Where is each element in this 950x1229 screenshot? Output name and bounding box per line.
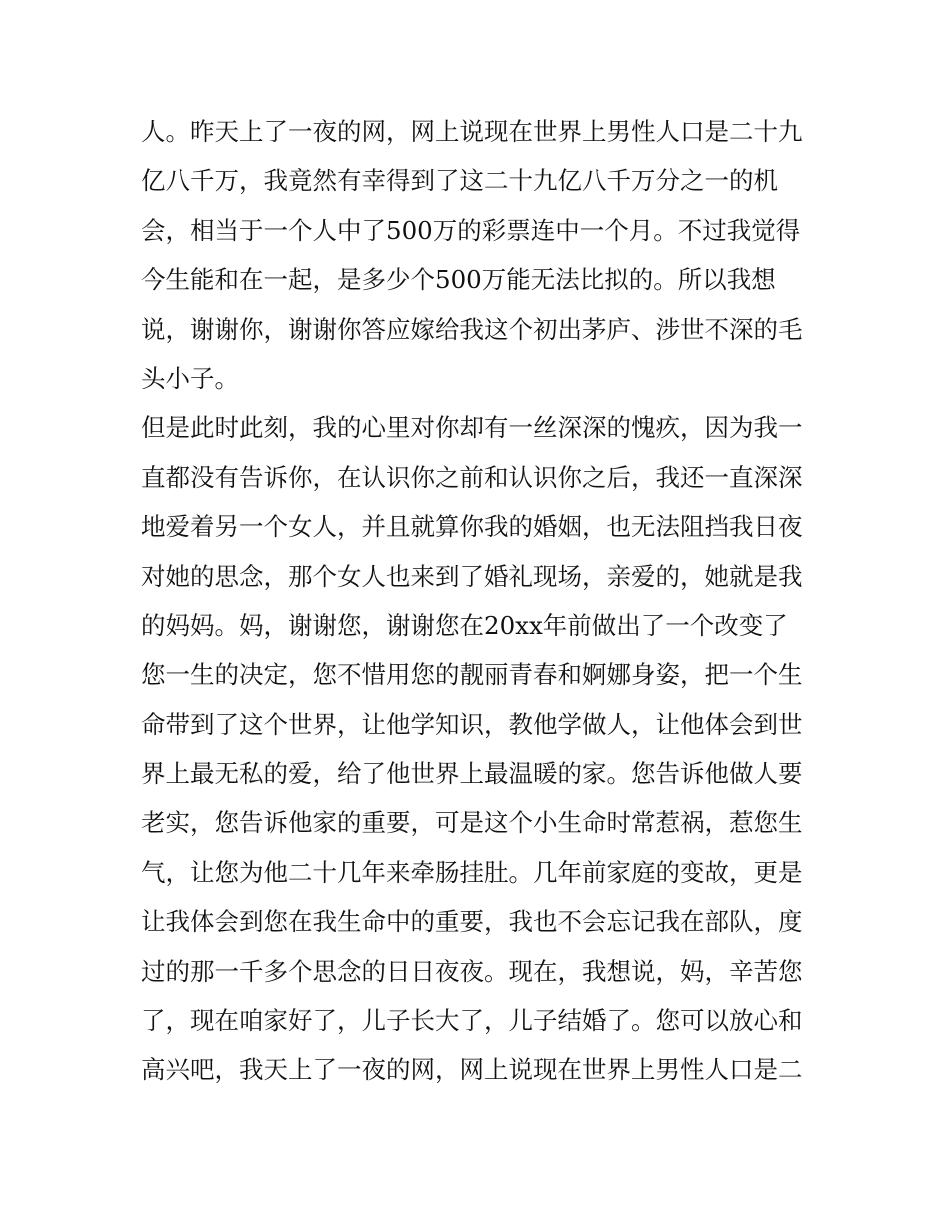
text-line: 气，让您为他二十几年来牵肠挂肚。几年前家庭的变故，更是 <box>141 857 803 887</box>
text-line: 命带到了这个世界，让他学知识，教他学做人，让他体会到世 <box>141 709 803 739</box>
text-line: 头小子。 <box>141 363 239 393</box>
text-line: 亿八千万，我竟然有幸得到了这二十九亿八千万分之一的机 <box>141 166 778 196</box>
text-line: 的妈妈。妈，谢谢您，谢谢您在20xx年前做出了一个改变了 <box>141 610 788 640</box>
text-line: 了，现在咱家好了，儿子长大了，儿子结婚了。您可以放心和 <box>141 1006 803 1036</box>
text-line: 对她的思念，那个女人也来到了婚礼现场，亲爱的，她就是我 <box>141 561 803 591</box>
text-line: 老实，您告诉他家的重要，可是这个小生命时常惹祸，惹您生 <box>141 808 803 838</box>
text-line: 说，谢谢你，谢谢你答应嫁给我这个初出茅庐、涉世不深的毛 <box>141 314 803 344</box>
body-text <box>141 107 821 1095</box>
text-line: 地爱着另一个女人，并且就算你我的婚姻，也无法阻挡我日夜 <box>141 512 803 542</box>
text-line: 但是此时此刻，我的心里对你却有一丝深深的愧疚，因为我一 <box>141 413 803 443</box>
text-line: 今生能和在一起，是多少个500万能无法比拟的。所以我想 <box>141 265 776 295</box>
text-line: 高兴吧，我天上了一夜的网，网上说现在世界上男性人口是二 <box>141 1055 803 1085</box>
text-line: 直都没有告诉你，在认识你之前和认识你之后，我还一直深深 <box>141 462 803 492</box>
text-line: 让我体会到您在我生命中的重要，我也不会忘记我在部队，度 <box>141 907 803 937</box>
text-line: 界上最无私的爱，给了他世界上最温暖的家。您告诉他做人要 <box>141 759 803 789</box>
text-line: 您一生的决定，您不惜用您的靓丽青春和婀娜身姿，把一个生 <box>141 660 803 690</box>
text-line: 会，相当于一个人中了500万的彩票连中一个月。不过我觉得 <box>141 215 801 245</box>
text-line: 过的那一千多个思念的日日夜夜。现在，我想说，妈，辛苦您 <box>141 956 803 986</box>
text-line: 人。昨天上了一夜的网，网上说现在世界上男性人口是二十九 <box>141 117 803 146</box>
